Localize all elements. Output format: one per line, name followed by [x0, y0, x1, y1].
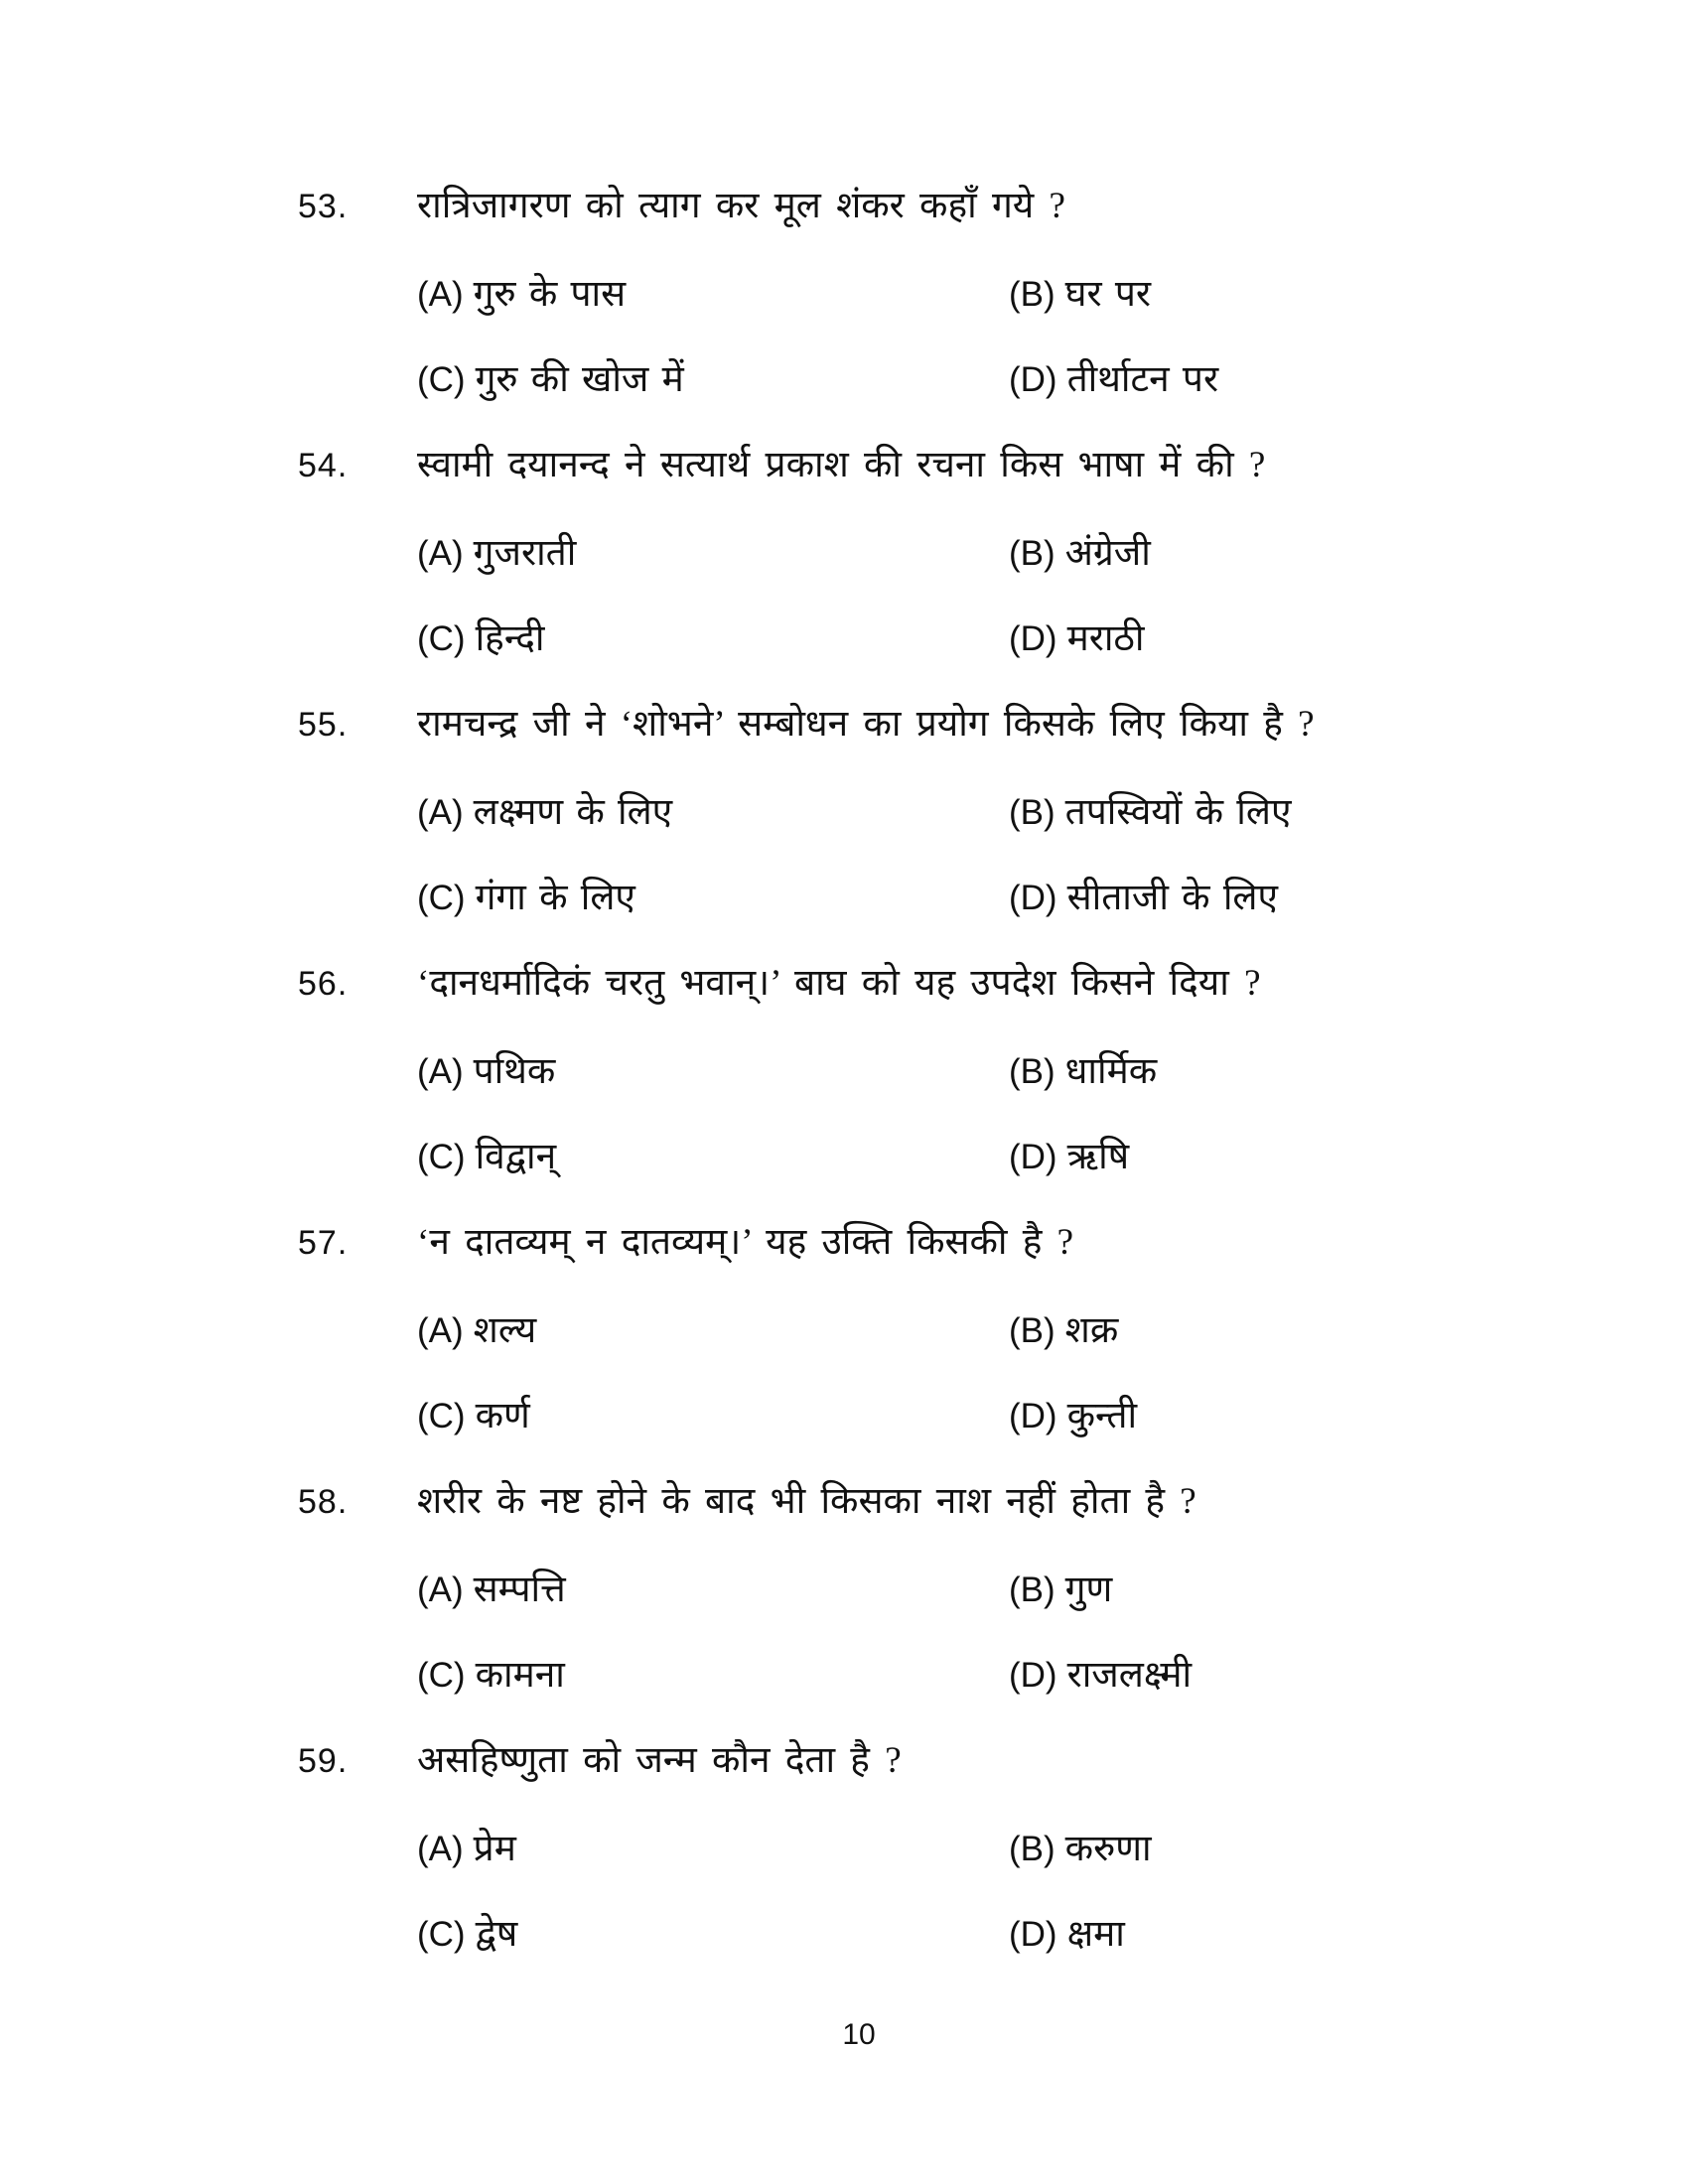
question-number: 54. [298, 447, 349, 484]
option-label: (A) [417, 1052, 464, 1091]
option-b [1009, 789, 1569, 837]
question-number: 59. [298, 1742, 349, 1780]
question-block-57 [298, 1218, 1569, 1440]
option-label: (B) [1009, 1830, 1055, 1868]
option-text: द्वेष [475, 1914, 518, 1955]
option-text: अंग्रेजी [1064, 533, 1151, 574]
option-b [1009, 1567, 1569, 1614]
option-label: (A) [417, 275, 464, 314]
question-text: स्वामी दयानन्द ने सत्यार्थ प्रकाश की रचना किस भाषा में की ? [417, 445, 1266, 485]
option-text: मराठी [1066, 618, 1145, 659]
option-d [1009, 356, 1569, 404]
option-b [1009, 271, 1569, 319]
question-block-54 [298, 441, 1569, 663]
question-body [417, 1218, 1569, 1440]
option-text: शल्य [473, 1310, 537, 1351]
option-text: पथिक [473, 1051, 556, 1092]
option-label: (C) [417, 1656, 466, 1695]
question-body [417, 1477, 1569, 1700]
question-block-59 [298, 1736, 1569, 1959]
option-label: (D) [1009, 879, 1057, 917]
option-label: (C) [417, 1138, 466, 1176]
option-b [1009, 1307, 1569, 1355]
option-b [1009, 530, 1569, 578]
option-label: (D) [1009, 619, 1057, 658]
option-d [1009, 1911, 1569, 1959]
option-label: (C) [417, 1397, 466, 1435]
option-label: (A) [417, 1570, 464, 1609]
option-d [1009, 1134, 1569, 1181]
option-text: गुरु के पास [473, 274, 627, 315]
question-block-53 [298, 182, 1569, 404]
option-text: गंगा के लिए [475, 878, 635, 918]
option-text: ऋषि [1066, 1137, 1130, 1177]
option-text: हिन्दी [475, 618, 545, 659]
option-text: विद्वान् [475, 1137, 557, 1177]
question-body [417, 700, 1569, 922]
option-label: (D) [1009, 1915, 1057, 1954]
option-text: सीताजी के लिए [1066, 878, 1278, 918]
question-number: 57. [298, 1224, 349, 1262]
option-b [1009, 1826, 1569, 1873]
option-c [417, 1393, 1009, 1440]
option-c [417, 1652, 1009, 1700]
option-text: धार्मिक [1064, 1051, 1158, 1092]
option-label: (C) [417, 360, 466, 399]
option-label: (B) [1009, 1052, 1055, 1091]
option-text: घर पर [1064, 274, 1152, 315]
question-text: ‘दानधर्मादिकं चरतु भवान्।’ बाघ को यह उपदेश किसने दिया ? [417, 963, 1261, 1004]
options-grid [417, 1307, 1569, 1440]
option-d [1009, 875, 1569, 922]
option-label: (B) [1009, 1570, 1055, 1609]
option-d [1009, 1652, 1569, 1700]
option-text: करुणा [1064, 1829, 1152, 1869]
option-text: तपस्वियों के लिए [1064, 792, 1292, 833]
option-text: गुरु की खोज में [475, 359, 684, 400]
options-grid [417, 530, 1569, 663]
page-number: 10 [842, 2018, 876, 2051]
question-block-55 [298, 700, 1569, 922]
option-label: (A) [417, 1311, 464, 1350]
question-number: 53. [298, 188, 349, 225]
question-body [417, 1736, 1569, 1959]
question-body [417, 441, 1569, 663]
options-grid [417, 1048, 1569, 1181]
options-grid [417, 1826, 1569, 1959]
option-text: प्रेम [473, 1829, 516, 1869]
option-label: (B) [1009, 1311, 1055, 1350]
option-a [417, 1048, 1009, 1096]
option-c [417, 875, 1009, 922]
option-text: कामना [475, 1655, 565, 1696]
option-c [417, 615, 1009, 663]
option-label: (C) [417, 1915, 466, 1954]
option-a [417, 530, 1009, 578]
option-text: लक्ष्मण के लिए [473, 792, 673, 833]
question-body [417, 182, 1569, 404]
question-block-58 [298, 1477, 1569, 1700]
option-d [1009, 1393, 1569, 1440]
option-label: (A) [417, 793, 464, 832]
option-label: (D) [1009, 1138, 1057, 1176]
option-text: राजलक्ष्मी [1066, 1655, 1193, 1696]
option-text: कर्ण [475, 1396, 530, 1436]
option-label: (B) [1009, 534, 1055, 573]
option-text: शक्र [1064, 1310, 1119, 1351]
question-text: रात्रिजागरण को त्याग कर मूल शंकर कहाँ गये ? [417, 186, 1065, 226]
question-number: 55. [298, 706, 349, 744]
option-a [417, 1826, 1009, 1873]
option-a [417, 789, 1009, 837]
option-a [417, 1567, 1009, 1614]
option-text: कुन्ती [1066, 1396, 1138, 1436]
option-a [417, 271, 1009, 319]
question-number: 58. [298, 1483, 349, 1521]
option-label: (A) [417, 534, 464, 573]
option-text: क्षमा [1066, 1914, 1125, 1955]
question-text: असहिष्णुता को जन्म कौन देता है ? [417, 1740, 902, 1781]
question-text: शरीर के नष्ट होने के बाद भी किसका नाश नहीं होता है ? [417, 1481, 1196, 1522]
question-block-56 [298, 959, 1569, 1181]
option-d [1009, 615, 1569, 663]
option-label: (D) [1009, 1397, 1057, 1435]
option-label: (C) [417, 879, 466, 917]
option-label: (B) [1009, 275, 1055, 314]
option-a [417, 1307, 1009, 1355]
option-text: गुजराती [473, 533, 577, 574]
question-number: 56. [298, 965, 349, 1003]
option-label: (D) [1009, 1656, 1057, 1695]
option-text: गुण [1064, 1570, 1113, 1610]
option-label: (B) [1009, 793, 1055, 832]
option-text: सम्पत्ति [473, 1570, 566, 1610]
question-text: ‘न दातव्यम् न दातव्यम्।’ यह उक्ति किसकी है ? [417, 1222, 1074, 1263]
option-text: तीर्थाटन पर [1066, 359, 1219, 400]
option-label: (C) [417, 619, 466, 658]
option-c [417, 1134, 1009, 1181]
options-grid [417, 789, 1569, 922]
option-label: (A) [417, 1830, 464, 1868]
option-c [417, 356, 1009, 404]
options-grid [417, 271, 1569, 404]
options-grid [417, 1567, 1569, 1700]
question-body [417, 959, 1569, 1181]
option-c [417, 1911, 1009, 1959]
option-b [1009, 1048, 1569, 1096]
question-text: रामचन्द्र जी ने ‘शोभने’ सम्बोधन का प्रयोग किसके लिए किया है ? [417, 704, 1315, 745]
option-label: (D) [1009, 360, 1057, 399]
